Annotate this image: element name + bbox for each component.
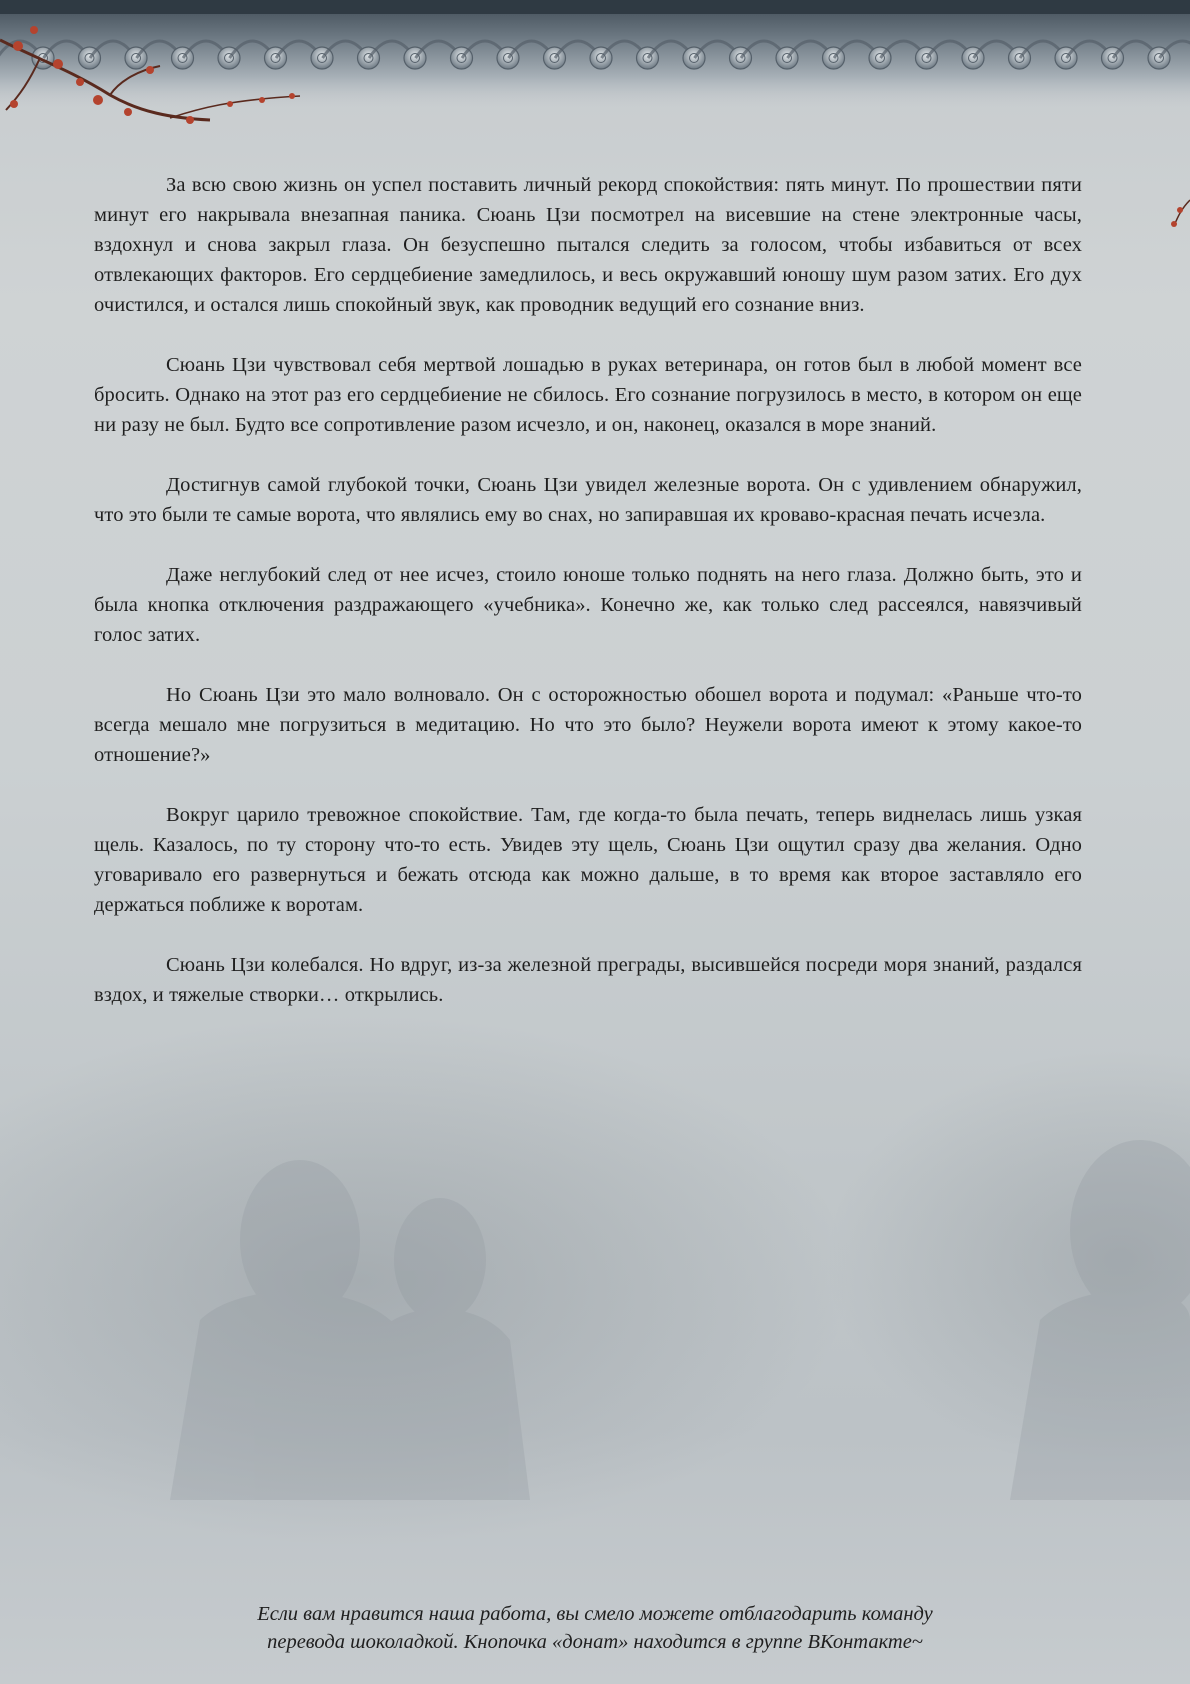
plum-branch-decoration (0, 0, 320, 140)
donation-note-line-2: перевода шоколадкой. Кнопочка «донат» находится в группе ВКонтакте~ (267, 1631, 923, 1653)
donation-note-line-1: Если вам нравится наша работа, вы смело можете отблагодарить команду (257, 1603, 933, 1625)
paragraph-2: Сюань Цзи чувствовал себя мертвой лошадью в руках ветеринара, он готов был в любой момент все бросить. Однако на этот раз его сердцебиение не сбилось. Его сознание погрузилось в место, в котором он еще ни разу не был. Будто все сопротивление разом исчезло, и он, наконец, оказался в море знаний. (94, 354, 1082, 436)
paragraph-4: Даже неглубокий след от нее исчез, стоило юноше только поднять на него глаза. Должно быть, это и была кнопка отключения раздражающего «учебника». Конечно же, как только след рассеялся, навязчивый голос затих. (94, 564, 1082, 646)
blossom-decoration (1160, 180, 1190, 240)
paragraph-5: Но Сюань Цзи это мало волновало. Он с осторожностью обошел ворота и подумал: «Раньше что-то всегда мешало мне погрузиться в медитацию. Но что это было? Неужели ворота имеют к этому какое-то отношение?» (94, 684, 1082, 766)
paragraph-7: Сюань Цзи колебался. Но вдруг, из-за железной преграды, высившейся посреди моря знаний, раздался вздох, и тяжелые створки… открылись. (94, 954, 1082, 1006)
donation-note (140, 1600, 1050, 1656)
chapter-text (94, 170, 1082, 1040)
paragraph-3: Достигнув самой глубокой точки, Сюань Цзи увидел железные ворота. Он с удивлением обнаружил, что это были те самые ворота, что являлись ему во снах, но запиравшая их кроваво-красная печать исчезла. (94, 474, 1082, 526)
paragraph-6: Вокруг царило тревожное спокойствие. Там, где когда-то была печать, теперь виднелась лишь узкая щель. Казалось, по ту сторону что-то есть. Увидев эту щель, Сюань Цзи ощутил сразу два желания. Одно уговаривало его развернуться и бежать отсюда как можно дальше, в то время как второе заставляло его держаться поближе к воротам. (94, 804, 1082, 916)
paragraph-1: За всю свою жизнь он успел поставить личный рекорд спокойствия: пять минут. По прошествии пяти минут его накрывала внезапная паника. Сюань Цзи посмотрел на висевшие на стене электронные часы, вздохнул и снова закрыл глаза. Он безуспешно пытался следить за голосом, чтобы избавиться от всех отвлекающих факторов. Его сердцебиение замедлилось, и весь окружавший юношу шум разом затих. Его дух очистился, и остался лишь спокойный звук, как проводник ведущий его сознание вниз. (94, 174, 1082, 316)
figure-silhouettes-decoration (0, 1120, 1190, 1500)
